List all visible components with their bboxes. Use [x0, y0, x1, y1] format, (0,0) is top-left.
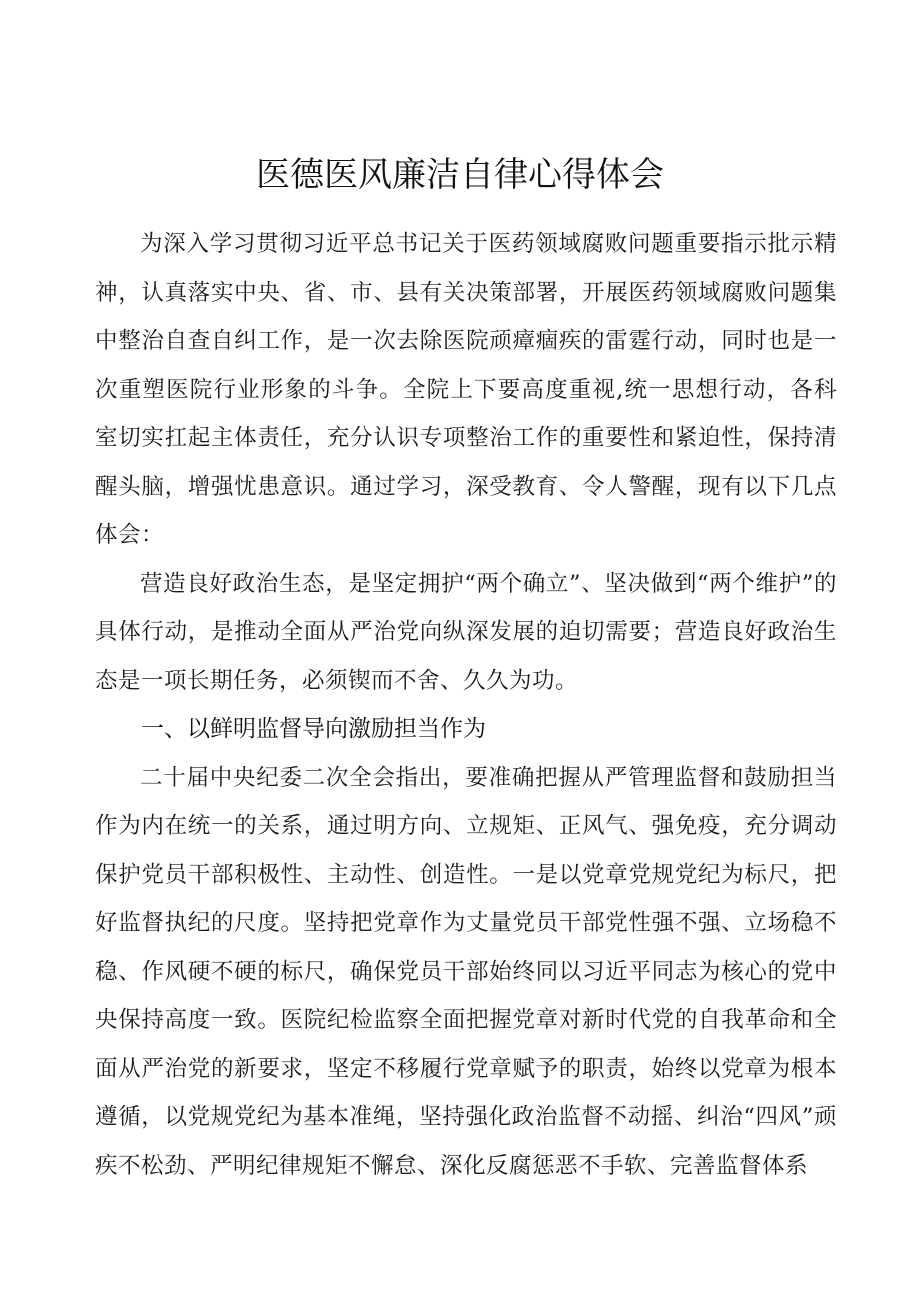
- section-heading-1: 一、以鲜明监督导向激励担当作为: [141, 716, 486, 742]
- document-body: [95, 220, 837, 1190]
- intro-paragraph: 为深入学习贯彻习近平总书记关于医药领域腐败问题重要指示批示精神，认真落实中央、省、市、县有关决策部署，开展医药领域腐败问题集中整治自查自纠工作，是一次去除医院顽瘴痼疾的雷霆行动，同时也是一次重塑医院行业形象的斗争。全院上下要高度重视,统一思想行动，各科室切实扛起主体责任，充分认识专项整治工作的重要性和紧迫性，保持清醒头脑，增强忧患意识。通过学习，深受教育、令人警醒，现有以下几点体会：: [95, 231, 837, 548]
- document-title: 医德医风廉洁自律心得体会: [256, 155, 664, 195]
- political-ecology-paragraph: 营造良好政治生态，是坚定拥护“两个确立”、坚决做到“两个维护”的具体行动，是推动全面从严治党向纵深发展的迫切需要；营造良好政治生态是一项长期任务，必须锲而不舍、久久为功。: [95, 570, 837, 694]
- supervision-paragraph: 二十届中央纪委二次全会指出，要准确把握从严管理监督和鼓励担当作为内在统一的关系，通过明方向、立规矩、正风气、强免疫，充分调动保护党员干部积极性、主动性、创造性。一是以党章党规党纪为标尺，把好监督执纪的尺度。坚持把党章作为丈量党员干部党性强不强、立场稳不稳、作风硬不硬的标尺，确保党员干部始终同以习近平同志为核心的党中央保持高度一致。医院纪检监察全面把握党章对新时代党的自我革命和全面从严治党的新要求，坚定不移履行党章赋予的职责，始终以党章为根本遵循，以党规党纪为基本准绳，坚持强化政治监督不动摇、纠治“四风”顽疾不松劲、严明纪律规矩不懈怠、深化反腐惩恶不手软、完善监督体系: [95, 764, 837, 1179]
